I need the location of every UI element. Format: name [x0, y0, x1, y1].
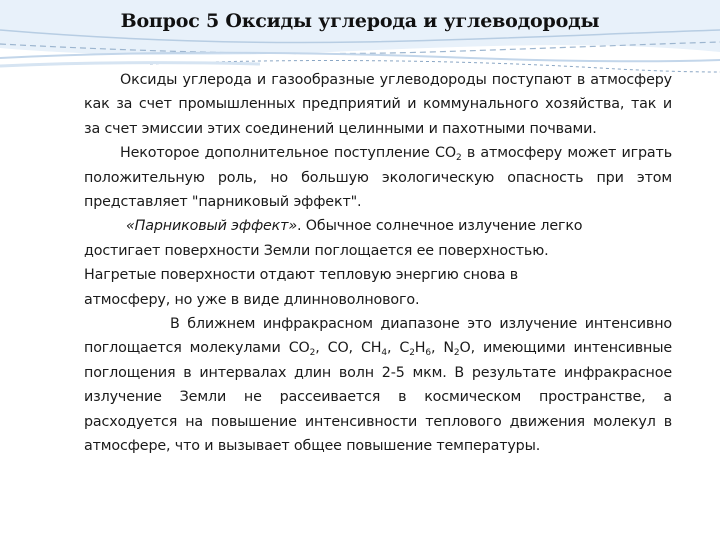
greenhouse-line1-text: . Обычное солнечное излучение легко — [297, 218, 583, 235]
p4-text-f: O, имеющими интенсивные поглощения в интервалах длин волн 2-5 мкм. В результате инфракрасное излучение Земли не рассеивается в космическом пространстве, а расходуется на повышение интенсивности теплового движения молекул в атмосфере, что и вызывает общее повышение температуры. — [84, 340, 673, 455]
paragraph-greenhouse-line1 — [84, 214, 672, 238]
p2-text-before: Некоторое дополнительное поступление CO — [120, 145, 456, 162]
greenhouse-term: «Парниковый эффект» — [126, 218, 298, 235]
p4-sub-2: 4 — [381, 348, 387, 359]
page-title: Вопрос 5 Оксиды углерода и углеводороды — [120, 10, 600, 32]
p4-sub-5: 2 — [453, 348, 460, 359]
paragraph-greenhouse-line4: атмосферу, но уже в виде длинноволнового. — [84, 291, 420, 308]
p2-subscript: 2 — [455, 153, 462, 164]
paragraph-infrared — [84, 312, 672, 458]
paragraph-carbon-oxides: Оксиды углерода и газообразные углеводороды поступают в атмосферу как за счет промышленных предприятий и коммунального хозяйства, так и за счет эмиссии этих соединений целинными и пахотными почвами. — [84, 72, 672, 137]
p4-sub-4: 6 — [425, 348, 431, 359]
paragraph-greenhouse-line3: Нагретые поверхности отдают тепловую энергию снова в — [84, 267, 519, 284]
p4-sub-1: 2 — [309, 348, 316, 359]
p4-sub-3: 2 — [409, 348, 415, 359]
p4-text-a: В ближнем инфракрасном диапазоне это излучение интенсивно поглощается молекулами CO — [84, 316, 672, 357]
p4-text-e: , N — [430, 340, 454, 357]
paragraph-greenhouse-line2: достигает поверхности Земли поглощается ее поверхностью. — [84, 242, 549, 259]
p2-text-after: в атмосферу может играть положительную роль, но большую экологическую опасность при этом представляет "парниковый эффект". — [84, 145, 672, 211]
paragraph-co2-input — [84, 141, 672, 214]
p4-text-b: , CO, CH — [315, 340, 382, 357]
main-text — [84, 68, 672, 459]
p4-text-c: , C — [386, 340, 410, 357]
p4-text-d: H — [414, 340, 426, 357]
